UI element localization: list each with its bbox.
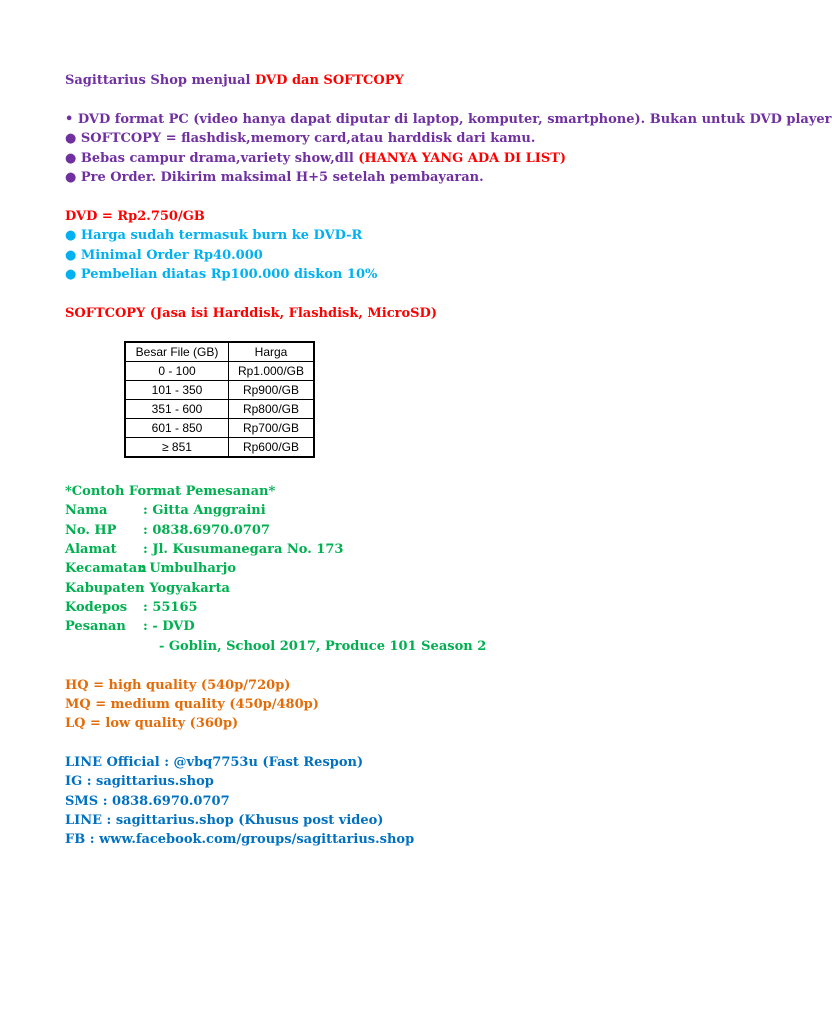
- order-field-label: Kodepos: [65, 600, 128, 615]
- bullet-dot-icon: ●: [65, 151, 77, 166]
- cell-size: 351 - 600: [125, 400, 229, 419]
- dvd-item-text: Harga sudah termasuk burn ke DVD-R: [80, 228, 363, 243]
- cell-size: ≥ 851: [125, 438, 229, 458]
- contact-line: LINE : sagittarius.shop (Khusus post video): [65, 813, 384, 828]
- order-field: [65, 559, 236, 578]
- bullet-item: [65, 110, 832, 129]
- contact-line-official: LINE Official : @vbq7753u (Fast Respon): [65, 755, 364, 770]
- order-field-value: : Gitta Anggraini: [143, 503, 266, 518]
- table-row: [125, 362, 314, 381]
- quality-lq: LQ = low quality (360p): [65, 716, 239, 731]
- cell-price: Rp600/GB: [229, 438, 315, 458]
- order-field-value: : 0838.6970.0707: [143, 523, 270, 538]
- column-header-price: Harga: [229, 342, 315, 362]
- bullet-item: [65, 168, 484, 187]
- table-row: [125, 381, 314, 400]
- price-table: [124, 341, 315, 458]
- order-field: [65, 598, 198, 617]
- column-header-size: Besar File (GB): [125, 342, 229, 362]
- bullet-item: [65, 129, 535, 148]
- dvd-item-text: Minimal Order Rp40.000: [80, 248, 263, 263]
- bullet-dot-icon: ●: [65, 228, 77, 243]
- order-field-label: No. HP: [65, 523, 117, 538]
- bullet-dot-icon: ●: [65, 170, 77, 185]
- cell-size: 0 - 100: [125, 362, 229, 381]
- dvd-item: [65, 265, 377, 284]
- order-field: [65, 617, 195, 636]
- dvd-item: [65, 226, 362, 245]
- quality-mq: MQ = medium quality (450p/480p): [65, 697, 319, 712]
- table-header-row: [125, 342, 314, 362]
- order-field-label: Alamat: [65, 542, 117, 557]
- order-field-label: Kabupaten: [65, 581, 145, 596]
- order-field: [65, 579, 230, 598]
- bullet-dot-icon: ●: [65, 248, 77, 263]
- intro-shop: Sagittarius Shop menjual: [65, 73, 256, 88]
- bullet-dot-icon: ●: [65, 267, 77, 282]
- order-field-value: : 55165: [143, 600, 198, 615]
- order-field-value: : Yogyakarta: [140, 581, 230, 596]
- order-continuation: - Goblin, School 2017, Produce 101 Season 2: [159, 639, 487, 654]
- order-field-label: Pesanan: [65, 619, 126, 634]
- table-row: [125, 400, 314, 419]
- cell-price: Rp1.000/GB: [229, 362, 315, 381]
- order-field-value: : Umbulharjo: [140, 561, 236, 576]
- order-field: [65, 521, 270, 540]
- contact-instagram: IG : sagittarius.shop: [65, 774, 214, 789]
- bullet-text: Pre Order. Dikirim maksimal H+5 setelah pembayaran.: [80, 170, 484, 185]
- cell-price: Rp900/GB: [229, 381, 315, 400]
- order-field-label: Kecamatan: [65, 561, 147, 576]
- order-field-value: : Jl. Kusumanegara No. 173: [143, 542, 344, 557]
- bullet-highlight: (HANYA YANG ADA DI LIST): [358, 151, 567, 166]
- bullet-text: Bebas campur drama,variety show,dll: [80, 151, 359, 166]
- quality-hq: HQ = high quality (540p/720p): [65, 678, 291, 693]
- cell-size: 601 - 850: [125, 419, 229, 438]
- order-title: *Contoh Format Pemesanan*: [65, 484, 276, 499]
- contact-sms: SMS : 0838.6970.0707: [65, 794, 230, 809]
- bullet-dot-icon: ●: [65, 131, 77, 146]
- order-field: [65, 501, 266, 520]
- table-row: [125, 419, 314, 438]
- intro-line: [65, 71, 404, 90]
- order-field-label: Nama: [65, 503, 108, 518]
- bullet-text: DVD format PC (video hanya dapat diputar di laptop, komputer, smartphone). Bukan untuk DVD player: [77, 112, 832, 127]
- order-field: [65, 540, 343, 559]
- cell-size: 101 - 350: [125, 381, 229, 400]
- intro-product: DVD dan SOFTCOPY: [255, 73, 404, 88]
- contact-facebook: FB : www.facebook.com/groups/sagittarius.shop: [65, 832, 415, 847]
- bullet-item: [65, 149, 566, 168]
- cell-price: Rp700/GB: [229, 419, 315, 438]
- order-field-value: : - DVD: [143, 619, 195, 634]
- softcopy-heading: SOFTCOPY (Jasa isi Harddisk, Flashdisk, MicroSD): [65, 306, 437, 321]
- dvd-item: [65, 246, 263, 265]
- bullet-text: SOFTCOPY = flashdisk,memory card,atau harddisk dari kamu.: [80, 131, 536, 146]
- dvd-heading: DVD = Rp2.750/GB: [65, 209, 205, 224]
- table-row: [125, 438, 314, 458]
- bullet-dot-icon: •: [65, 112, 74, 127]
- dvd-item-text: Pembelian diatas Rp100.000 diskon 10%: [80, 267, 378, 282]
- cell-price: Rp800/GB: [229, 400, 315, 419]
